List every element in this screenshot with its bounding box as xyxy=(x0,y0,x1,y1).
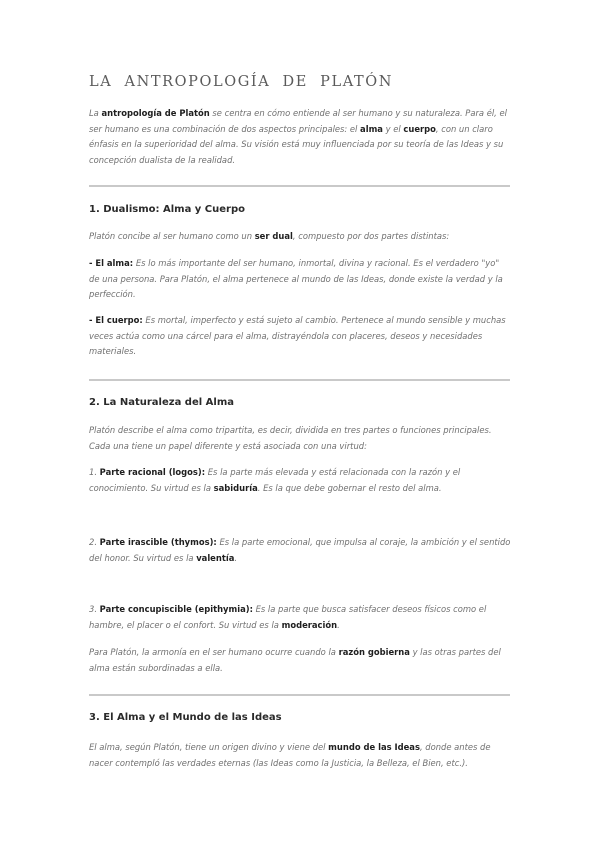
section1-paragraph-1: Platón concibe al ser humano como un ser dual, compuesto por dos partes distintas: xyxy=(89,231,450,241)
section-divider xyxy=(89,379,510,381)
section-divider xyxy=(89,185,510,187)
section2-paragraph-racional: 1. Parte racional (logos): Es la parte más elevada y está relacionada con la razón y el conocimiento. Su virtud es la sabiduría. Es la que debe gobernar el resto del alma. xyxy=(89,467,461,493)
section-divider xyxy=(89,694,510,696)
section1-paragraph-alma: - El alma: Es lo más importante del ser humano, inmortal, divina y racional. Es el verdadero "yo" de una persona. Para Platón, el alma pertenece al mundo de las Ideas, donde existe la verdad y la perfección. xyxy=(89,258,503,300)
intro-paragraph: La antropología de Platón se centra en cómo entiende al ser humano y su naturaleza. Para él, el ser humano es una combinación de dos aspectos principales: el alma y el cuerpo, con un claro énfasis en la superioridad del alma. Su visión está muy influenciada por su teoría de las Ideas y su concepción dualista de la realidad. xyxy=(89,108,507,165)
section2-paragraph-1: Platón describe el alma como tripartita, es decir, dividida en tres partes o funciones principales. Cada una tiene un papel diferente y está asociada con una virtud: xyxy=(89,425,492,451)
section1-heading: 1. Dualismo: Alma y Cuerpo xyxy=(89,204,246,215)
section1-paragraph-cuerpo: - El cuerpo: Es mortal, imperfecto y está sujeto al cambio. Pertenece al mundo sensible y muchas veces actúa como una cárcel para el alma, distrayéndola con placeres, deseos y necesidades materiales. xyxy=(89,315,506,357)
section3-heading: 3. El Alma y el Mundo de las Ideas xyxy=(89,712,282,723)
document-title: LA ANTROPOLOGÍA DE PLATÓN xyxy=(89,74,394,90)
section3-paragraph-1: El alma, según Platón, tiene un origen divino y viene del mundo de las Ideas, donde antes de nacer contempló las verdades eternas (las Ideas como la Justicia, la Belleza, el Bien, etc.). xyxy=(89,742,491,768)
section2-heading: 2. La Naturaleza del Alma xyxy=(89,397,234,408)
section2-paragraph-irascible: 2. Parte irascible (thymos): Es la parte emocional, que impulsa al coraje, la ambición y el sentido del honor. Su virtud es la valentía. xyxy=(89,537,511,563)
section2-paragraph-armonia: Para Platón, la armonía en el ser humano ocurre cuando la razón gobierna y las otras partes del alma están subordinadas a ella. xyxy=(89,647,501,673)
section2-paragraph-concupiscible: 3. Parte concupiscible (epithymia): Es la parte que busca satisfacer deseos físicos como el hambre, el placer o el confort. Su virtud es la moderación. xyxy=(89,604,487,630)
